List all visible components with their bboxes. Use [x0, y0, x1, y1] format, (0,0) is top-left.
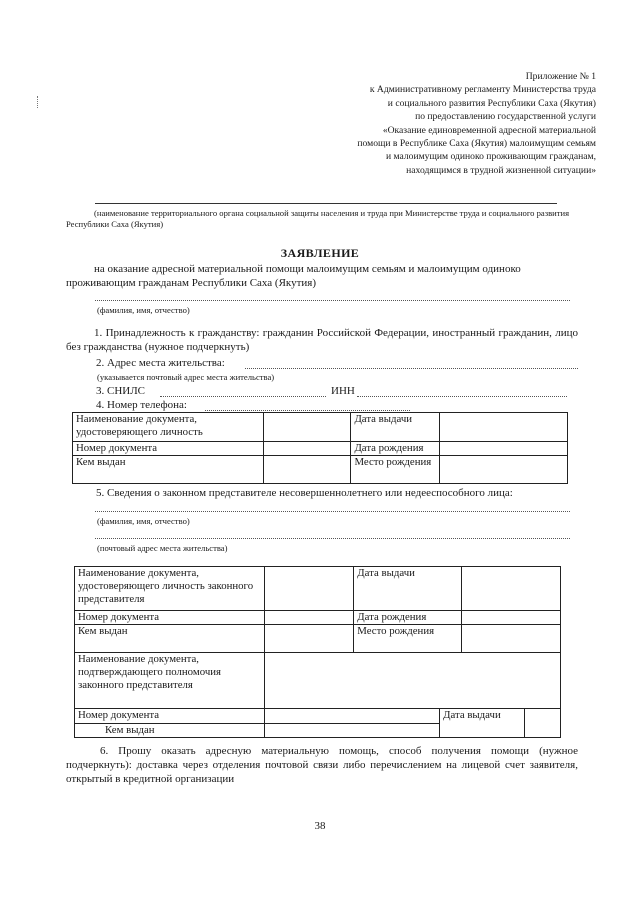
- appendix-line: находящимся в трудной жизненной ситуации»: [406, 164, 596, 176]
- authority-doc-label: Наименование документа, подтверждающего полномочия законного представителя: [75, 653, 265, 709]
- page-number: 38: [314, 820, 326, 832]
- authority-issued-by-label: Кем выдан: [75, 723, 265, 738]
- appendix-line: и малоимущим одиноко проживающим гражданам,: [386, 151, 596, 163]
- appendix-line: по предоставлению государственной услуги: [415, 111, 596, 123]
- snils-label: 3. СНИЛС: [96, 385, 146, 397]
- authority-issue-date-value[interactable]: [525, 709, 560, 737]
- inn-label: ИНН: [331, 385, 355, 397]
- authority-doc-value[interactable]: [264, 653, 560, 709]
- doc-name-value[interactable]: [263, 413, 351, 442]
- organ-caption: (наименование территориального органа социальной защиты населения и труда при Министерстве труда и социального развития Республики Саха (Якутия): [66, 208, 570, 229]
- rep-address-field[interactable]: [95, 538, 570, 539]
- authority-issue-date-label: Дата выдачи: [440, 709, 525, 737]
- rep-issue-date-value[interactable]: [462, 567, 561, 611]
- identity-document-table: [72, 412, 568, 484]
- item-representative: 5. Сведения о законном представителе несовершеннолетнего или недееспособного лица:: [96, 487, 513, 499]
- authority-issue-date-cell: [440, 709, 561, 738]
- issued-by-label: Кем выдан: [73, 456, 264, 484]
- item-assistance-method: 6. Прошу оказать адресную материальную помощь, способ получения помощи (нужное подчеркнуть): доставка через отделения почтовой связи либо перечислением на лицевой счет заявителя, открытый в кредитной организации: [66, 745, 578, 785]
- rep-address-caption: (почтовый адрес места жительства): [97, 543, 228, 553]
- rep-issue-date-label: Дата выдачи: [354, 567, 462, 611]
- appendix-line: и социального развития Республики Саха (Якутия): [387, 97, 596, 109]
- inn-field[interactable]: [357, 396, 567, 397]
- margin-mark: [37, 96, 39, 108]
- rep-fio-field[interactable]: [95, 511, 570, 512]
- rep-issued-by-value[interactable]: [264, 625, 354, 653]
- phone-field[interactable]: [205, 410, 410, 411]
- rep-fio-caption: (фамилия, имя, отчество): [97, 516, 190, 526]
- item-citizenship: 1. Принадлежность к гражданству: гражданин Российской Федерации, иностранный гражданин, лицо без гражданства (нужное подчеркнуть): [66, 327, 578, 353]
- rep-doc-name-value[interactable]: [264, 567, 354, 611]
- appendix-header: [296, 70, 596, 177]
- authority-issued-by-value[interactable]: [264, 723, 440, 738]
- issue-date-label: Дата выдачи: [351, 413, 440, 442]
- fio-caption: (фамилия, имя, отчество): [97, 305, 190, 315]
- representative-document-table: [74, 566, 561, 738]
- organ-name-field[interactable]: [95, 203, 557, 204]
- rep-doc-number-label: Номер документа: [75, 611, 265, 625]
- birth-place-label: Место рождения: [351, 456, 440, 484]
- issued-by-value[interactable]: [263, 456, 351, 484]
- birth-date-value[interactable]: [440, 442, 568, 456]
- rep-doc-number-value[interactable]: [264, 611, 354, 625]
- doc-name-label: Наименование документа, удостоверяющего личность: [73, 413, 264, 442]
- doc-number-value[interactable]: [263, 442, 351, 456]
- authority-doc-number-label: Номер документа: [75, 709, 265, 724]
- rep-birth-place-value[interactable]: [462, 625, 561, 653]
- item-address-label: 2. Адрес места жительства:: [96, 357, 225, 369]
- appendix-line: к Административному регламенту Министерства труда: [369, 84, 596, 96]
- document-subtitle: на оказание адресной материальной помощи малоимущим семьям и малоимущим одиноко проживающим гражданам Республики Саха (Якутия): [66, 263, 521, 289]
- rep-birth-date-label: Дата рождения: [354, 611, 462, 625]
- document-title: ЗАЯВЛЕНИЕ: [280, 246, 360, 260]
- birth-date-label: Дата рождения: [351, 442, 440, 456]
- rep-issued-by-label: Кем выдан: [75, 625, 265, 653]
- applicant-fio-field[interactable]: [95, 300, 570, 301]
- phone-label: 4. Номер телефона:: [96, 399, 187, 411]
- rep-birth-place-label: Место рождения: [354, 625, 462, 653]
- address-field[interactable]: [245, 368, 578, 369]
- appendix-line: «Оказание единовременной адресной материальной: [382, 124, 596, 136]
- appendix-line: Приложение № 1: [525, 71, 596, 82]
- issue-date-value[interactable]: [440, 413, 568, 442]
- doc-number-label: Номер документа: [73, 442, 264, 456]
- address-caption: (указывается почтовый адрес места жительства): [97, 372, 275, 382]
- rep-doc-name-label: Наименование документа, удостоверяющего личность законного представителя: [75, 567, 265, 611]
- birth-place-value[interactable]: [440, 456, 568, 484]
- appendix-line: помощи в Республике Саха (Якутия) малоимущим семьям: [357, 138, 596, 150]
- authority-doc-number-value[interactable]: [264, 709, 440, 724]
- rep-birth-date-value[interactable]: [462, 611, 561, 625]
- snils-field[interactable]: [160, 396, 326, 397]
